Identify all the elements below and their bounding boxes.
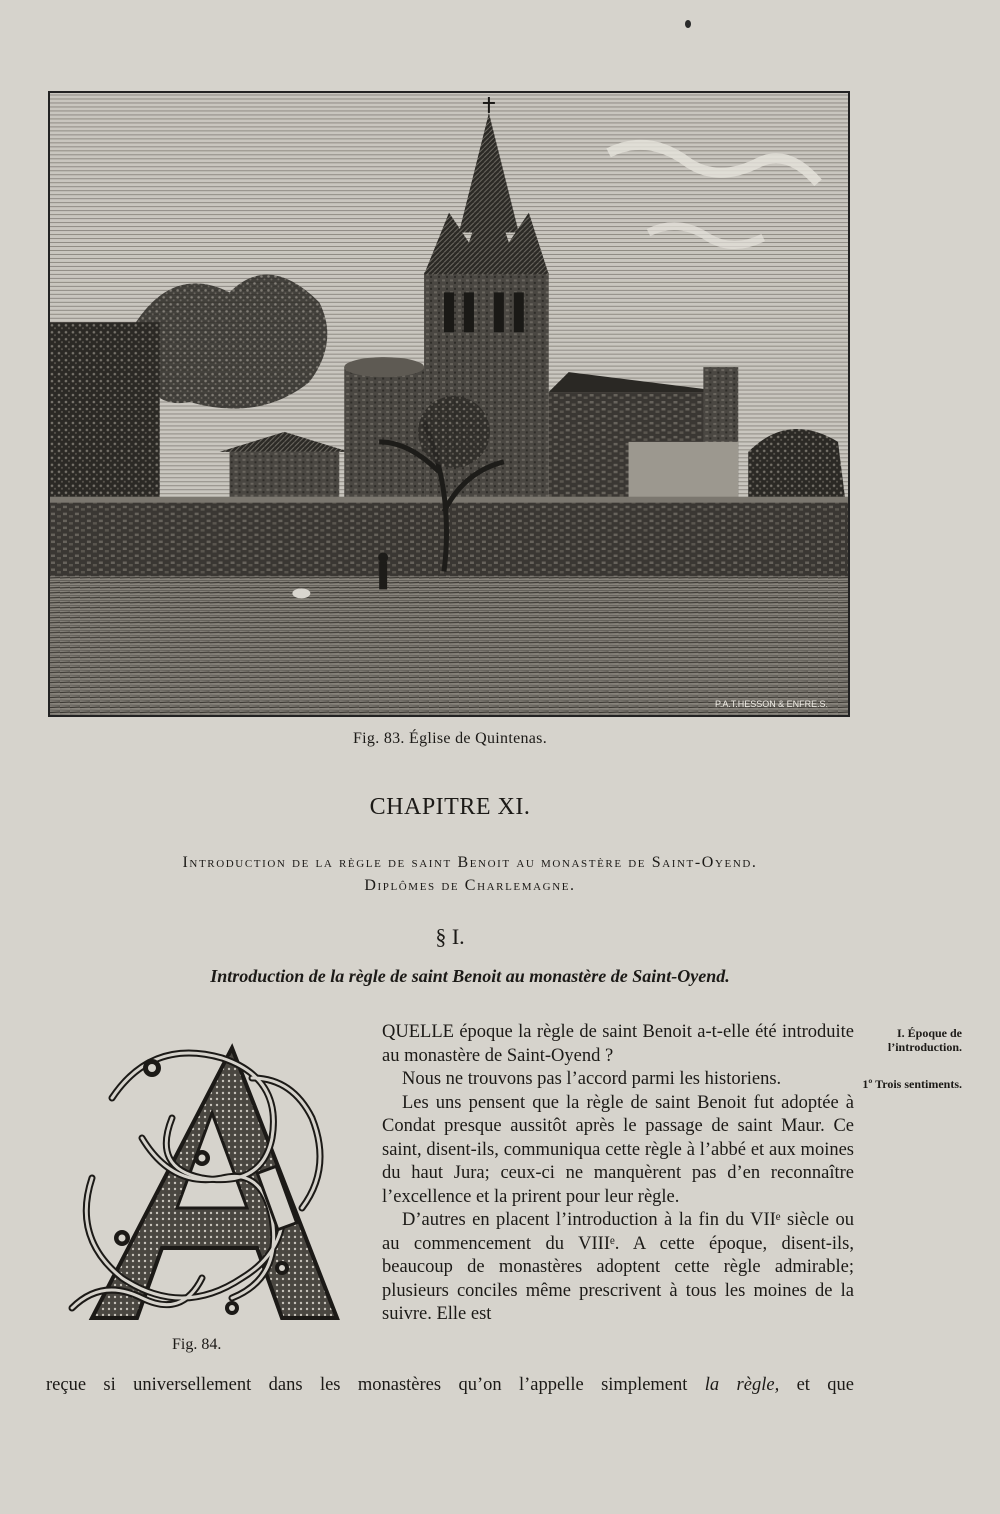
chapter-subtitle-line1: Introduction de la règle de saint Benoit au monastère de Saint-Oyend. — [182, 854, 758, 871]
church-engraving — [50, 93, 848, 715]
margin-note-2: 1º Trois sentiments. — [862, 1077, 962, 1091]
decorated-initial-letter — [52, 1018, 372, 1350]
figure-84-caption: Fig. 84. — [172, 1336, 222, 1353]
paragraph-1: QUELLE époque la règle de saint Benoit a-t-elle été introduite au monastère de Saint-Oyend ? — [382, 1022, 854, 1066]
engraver-signature: P.A.T.HESSON & ENFRE.S. — [715, 699, 829, 710]
body-text — [382, 1021, 854, 1327]
last-line-italic: la règle, — [704, 1375, 780, 1395]
engraving-church-figure — [48, 91, 850, 717]
paragraph-3: Les uns pensent que la règle de saint Benoit fut adoptée à Condat presque aussitôt après le passage de saint Maur. Ce saint, disent-ils, communiqua cette règle à l’abbé et aux moines du haut Jura; ceux-ci ne manquèrent pas d’en reconnaître l’excellence et la prirent pour leur règle. — [382, 1092, 854, 1207]
figure-83-caption: Fig. 83. Église de Quintenas. — [352, 730, 547, 747]
last-line-end: et que — [796, 1375, 855, 1395]
paragraph-4: D’autres en placent l’introduction à la fin du VIIᵉ siècle ou au commencement du VIIIᵉ. A cette époque, disent-ils, beaucoup de monastères adoptent cette règle admirable; plusieurs conciles même prescrivent à tous les moines de la suivre. Elle est — [382, 1210, 854, 1324]
chapter-title: CHAPITRE XI. — [369, 794, 531, 820]
ink-speck — [685, 20, 691, 28]
chapter-subtitle-line2: Diplômes de Charlemagne. — [364, 877, 576, 894]
section-title: Introduction de la règle de saint Benoit au monastère de Saint-Oyend. — [210, 966, 730, 986]
body-last-line — [46, 1374, 854, 1398]
last-line-start: reçue si universellement dans les monastères qu’on l’appelle simplement — [46, 1375, 688, 1395]
section-mark: § I. — [435, 924, 465, 949]
paragraph-2: Nous ne trouvons pas l’accord parmi les historiens. — [402, 1069, 782, 1089]
illuminated-initial-ornament — [52, 1018, 372, 1350]
margin-note-1: I. Époque de l’introduction. — [887, 1026, 962, 1054]
